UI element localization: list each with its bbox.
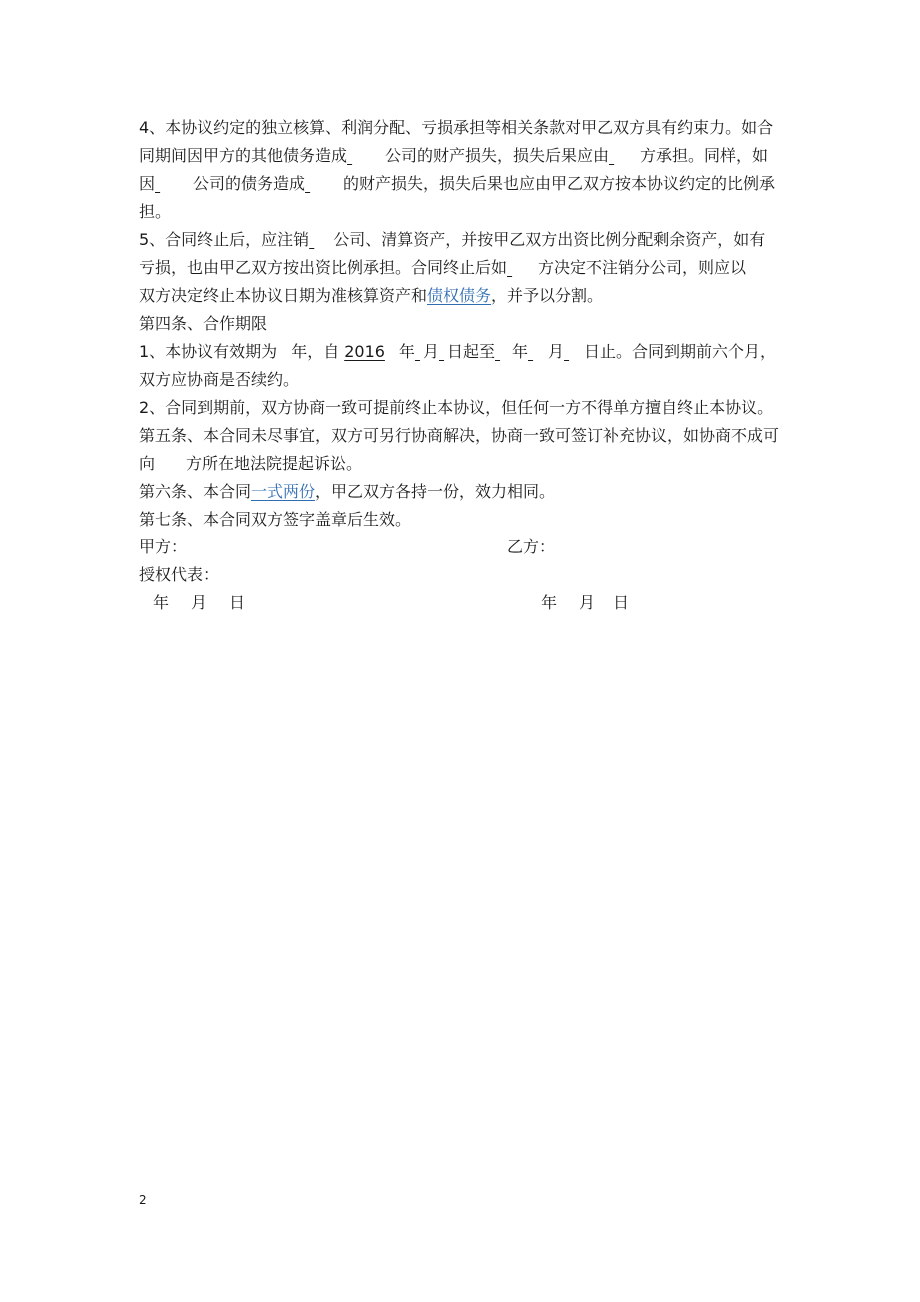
- article7-text: 第七条、本合同双方签字盖章后生效。: [139, 510, 412, 529]
- clause4-text: 公司的债务造成: [193, 174, 306, 193]
- clause5-line2: [139, 258, 746, 278]
- clause5-text: 双方决定终止本协议日期为准核算资产和: [139, 286, 428, 305]
- blank-field: [347, 146, 385, 166]
- page-number: 2: [139, 1193, 147, 1207]
- date-day-label: 日: [229, 593, 246, 612]
- party-a-label: 甲方：: [139, 537, 188, 556]
- blank-field: [305, 174, 343, 194]
- article4-text: 双方应协商是否续约。: [139, 370, 300, 389]
- date-month-label: 月: [579, 593, 596, 612]
- clause5-text: 5、合同终止后，应注销: [139, 230, 310, 249]
- article4-p2: [139, 398, 773, 418]
- article4-text: 月: [422, 342, 439, 361]
- clause4-text: 因: [139, 174, 156, 193]
- link-creditor-debt[interactable]: 债权债务: [427, 286, 492, 305]
- clause4-text: 公司的财产损失，损失后果应由: [385, 146, 610, 165]
- party-a-date: [153, 593, 245, 613]
- article4-text: 年: [398, 342, 415, 361]
- article5-text: 方所在地法院提起诉讼。: [186, 454, 363, 473]
- article4-text: 1、本协议有效期为: [139, 342, 278, 361]
- clause5-line3: [139, 286, 603, 306]
- party-b-date: [541, 593, 629, 613]
- article6-text: ，甲乙双方各持一份，效力相同。: [315, 482, 556, 501]
- blank-field: [507, 258, 538, 278]
- article4-p1-line2: [139, 370, 299, 390]
- clause4-line1: [139, 118, 773, 138]
- authorized-rep-label: 授权代表：: [139, 565, 220, 584]
- article4-text: 年: [511, 342, 528, 361]
- clause5-text: 公司、清算资产，并按甲乙双方出资比例分配剩余资产，如有: [333, 230, 766, 249]
- clause4-text: 同期间因甲方的其他债务造成: [139, 146, 348, 165]
- clause5-text: ，并予以分割。: [491, 286, 604, 305]
- article4-title: [139, 314, 267, 334]
- article6: [139, 482, 555, 502]
- article6-text: 第六条、本合同: [139, 482, 252, 501]
- blank-field: [415, 342, 423, 362]
- start-year-value: 2016: [344, 342, 385, 361]
- article4-p1-line1: [139, 342, 776, 362]
- blank-space: [155, 454, 186, 474]
- date-day-label: 日: [613, 593, 630, 612]
- article4-text: 日止。合同到期前六个月，: [584, 342, 777, 361]
- blank-field: [495, 342, 512, 362]
- article4-text: 日起至: [446, 342, 495, 361]
- date-month-label: 月: [191, 593, 208, 612]
- blank-field: [439, 342, 447, 362]
- blank-space: [277, 342, 291, 362]
- clause4-line2: [139, 146, 768, 166]
- article5-text: 向: [139, 454, 156, 473]
- blank-field: [155, 174, 193, 194]
- clause4-text: 方承担。同样，如: [640, 146, 769, 165]
- clause4-line4: [139, 202, 171, 222]
- article7: [139, 510, 411, 530]
- clause4-text: 的财产损失，损失后果也应由甲乙双方按本协议约定的比例承: [343, 174, 776, 193]
- clause5-text: 方决定不注销分公司，则应以: [538, 258, 747, 277]
- article5-text: 第五条、本合同未尽事宜，双方可另行协商解决，协商一致可签订补充协议，如协商不成可: [139, 426, 780, 445]
- article5-line2: [139, 454, 362, 474]
- clause5-line1: [139, 230, 765, 250]
- year-field: [339, 342, 399, 361]
- blank-field: [309, 230, 333, 250]
- article4-text: 月: [547, 342, 564, 361]
- blank-field: [528, 342, 548, 362]
- clause4-line3: [139, 174, 775, 194]
- article4-text: 2、合同到期前，双方协商一致可提前终止本协议，但任何一方不得单方擅自终止本协议。: [139, 398, 774, 417]
- article4-title-text: 第四条、合作期限: [139, 314, 268, 333]
- party-b-label: 乙方：: [507, 537, 556, 556]
- clause5-text: 亏损，也由甲乙双方按出资比例承担。合同终止后如: [139, 258, 508, 277]
- date-year-label: 年: [541, 593, 558, 612]
- clause4-text: 担。: [139, 202, 172, 221]
- clause4-text: 4、本协议约定的独立核算、利润分配、亏损承担等相关条款对甲乙双方具有约束力。如合: [139, 118, 774, 137]
- blank-field: [609, 146, 640, 166]
- date-year-label: 年: [153, 593, 170, 612]
- article4-text: 年，自: [291, 342, 340, 361]
- blank-field: [564, 342, 584, 362]
- link-two-copies[interactable]: 一式两份: [251, 482, 316, 501]
- article5-line1: [139, 426, 779, 446]
